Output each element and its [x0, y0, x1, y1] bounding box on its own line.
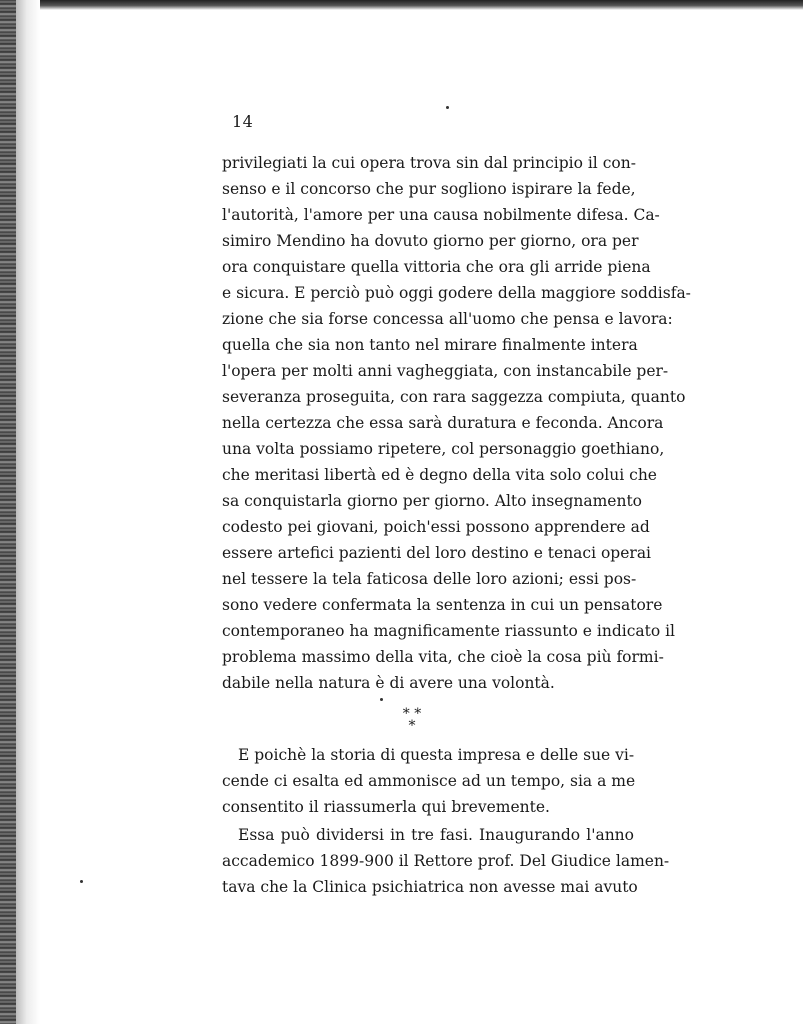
text-line: privilegiati la cui opera trova sin dal principio il con-: [222, 154, 636, 172]
scan-top-edge: [0, 0, 803, 10]
text-line: sono vedere confermata la sentenza in cui un pensatore: [222, 596, 663, 614]
text-line: cende ci esalta ed ammonisce ad un tempo, sia a me: [222, 772, 636, 790]
section-separator: * * *: [402, 706, 422, 734]
scan-speck: [380, 698, 383, 701]
text-line: contemporaneo ha magnificamente riassunto e indicato il: [222, 622, 676, 640]
scan-binding-shadow: [16, 0, 40, 1024]
text-line: severanza proseguita, con rara saggezza compiuta, quanto: [222, 388, 686, 406]
text-line: senso e il concorso che pur sogliono ispirare la fede,: [222, 180, 636, 198]
text-line: e sicura. E perciò può oggi godere della maggiore soddisfa-: [222, 284, 691, 302]
text-line: nella certezza che essa sarà duratura e feconda. Ancora: [222, 414, 664, 432]
text-line: tava che la Clinica psichiatrica non avesse mai avuto: [222, 878, 638, 896]
text-line: l'opera per molti anni vagheggiata, con instancabile per-: [222, 362, 669, 380]
text-line: nel tessere la tela faticosa delle loro azioni; essi pos-: [222, 570, 637, 588]
scan-binding-edge: [0, 0, 16, 1024]
text-line: l'autorità, l'amore per una causa nobilmente difesa. Ca-: [222, 206, 660, 224]
text-line: consentito il riassumerla qui brevemente.: [222, 798, 550, 816]
text-line: che meritasi libertà ed è degno della vita solo colui che: [222, 466, 657, 484]
text-line: accademico 1899-900 il Rettore prof. Del Giudice lamen-: [222, 852, 670, 870]
text-line: zione che sia forse concessa all'uomo che pensa e lavora:: [222, 310, 673, 328]
page-number: 14: [232, 112, 254, 131]
text-line: dabile nella natura è di avere una volontà.: [222, 674, 555, 692]
text-line: una volta possiamo ripetere, col personaggio goethiano,: [222, 440, 665, 458]
text-line: problema massimo della vita, che cioè la cosa più formi-: [222, 648, 664, 666]
text-line: Essa può dividersi in tre fasi. Inaugurando l'anno: [238, 826, 634, 844]
text-line: codesto pei giovani, poich'essi possono apprendere ad: [222, 518, 650, 536]
text-line: quella che sia non tanto nel mirare finalmente intera: [222, 336, 638, 354]
text-line: simiro Mendino ha dovuto giorno per giorno, ora per: [222, 232, 639, 250]
text-line: sa conquistarla giorno per giorno. Alto insegnamento: [222, 492, 643, 510]
scan-speck: [446, 106, 449, 109]
text-line: essere artefici pazienti del loro destino e tenaci operai: [222, 544, 652, 562]
text-line: E poichè la storia di questa impresa e delle sue vi-: [238, 746, 635, 764]
scan-speck: [80, 880, 83, 883]
text-line: ora conquistare quella vittoria che ora gli arride piena: [222, 258, 651, 276]
